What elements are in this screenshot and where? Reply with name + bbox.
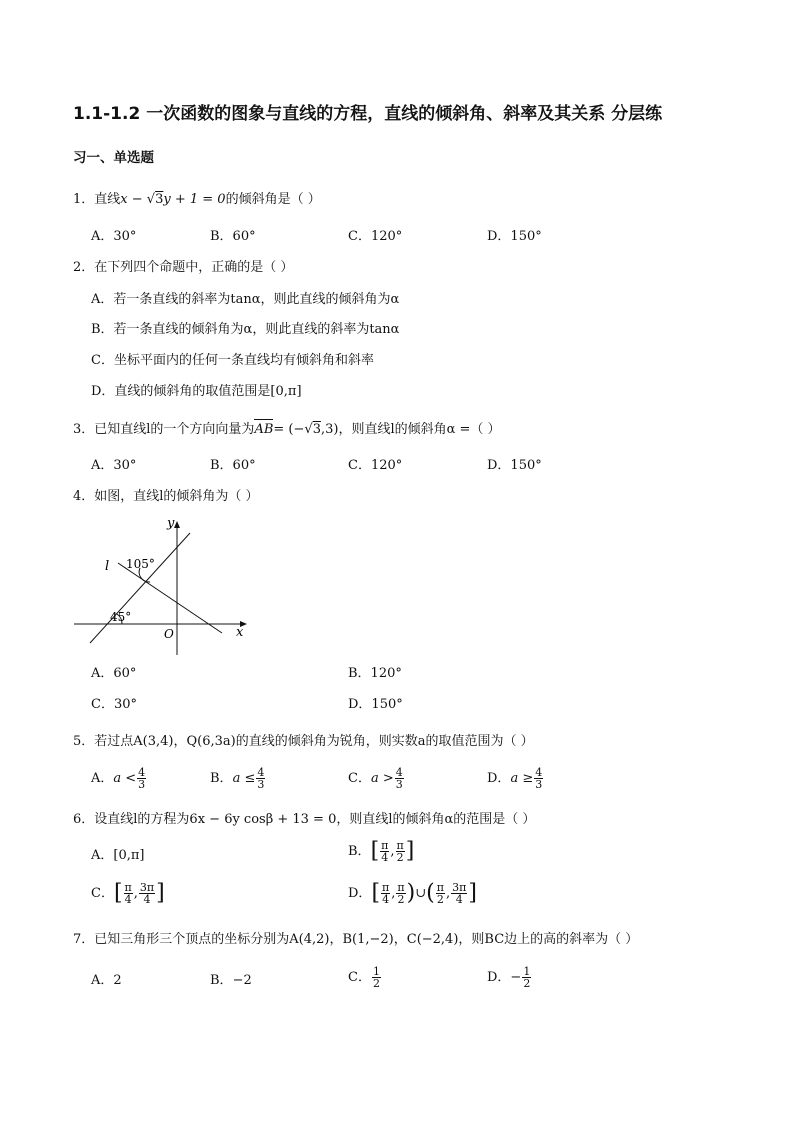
fraction: $\frac{4}{3}$	[257, 766, 265, 791]
label-o: O	[164, 627, 174, 641]
q6-option-a[interactable]: A．[0,π]	[91, 848, 145, 863]
q4-figure	[70, 515, 255, 657]
q5-option-b[interactable]: B．a ≤ $\frac{4}{3}$	[210, 766, 265, 791]
label-angle-105: 105°	[126, 557, 155, 571]
q3-option-c[interactable]: C．120°	[348, 458, 403, 473]
question-6-stem: 6．设直线l的方程为6x − 6y cosβ + 13 = 0，则直线l的倾斜角α的范围是（ ）	[73, 812, 536, 827]
q7-option-a[interactable]: A．2	[91, 973, 122, 988]
q1-option-c[interactable]: C．120°	[348, 229, 403, 244]
y-axis-arrow	[174, 521, 180, 528]
vector-ab: AB	[254, 422, 274, 437]
fraction: $\frac{4}{3}$	[395, 766, 403, 791]
q5-option-d[interactable]: D．a ≥ $\frac{4}{3}$	[487, 766, 543, 791]
q4-option-d[interactable]: D．150°	[348, 697, 403, 712]
question-4-stem: 4．如图，直线l的倾斜角为（ ）	[73, 489, 259, 504]
q2-option-a[interactable]: A．若一条直线的斜率为tanα，则此直线的倾斜角为α	[91, 292, 400, 307]
q7-option-c[interactable]: C． $\frac{1}{2}$	[348, 965, 380, 990]
q2-option-b[interactable]: B．若一条直线的倾斜角为α，则此直线的斜率为tanα	[91, 322, 400, 337]
label-x: x	[236, 625, 244, 640]
label-y: y	[167, 516, 175, 531]
q1-option-d[interactable]: D．150°	[487, 229, 542, 244]
q4-option-b[interactable]: B．120°	[348, 666, 402, 681]
q3-option-a[interactable]: A．30°	[91, 458, 137, 473]
q6-option-d[interactable]: D．[ $\frac{\pi}{4}$ , $\frac{\pi}{2}$ )∪( $\frac{\pi}{2}$ , $\frac{3\pi}{4}$ ]	[348, 880, 477, 906]
q2-option-d[interactable]: D．直线的倾斜角的取值范围是[0,π]	[91, 384, 302, 399]
fraction: $\frac{4}{3}$	[138, 766, 146, 791]
question-2-stem: 2．在下列四个命题中，正确的是（ ）	[73, 260, 294, 275]
fraction: $\frac{1}{2}$	[372, 965, 380, 990]
question-5-stem: 5．若过点A(3,4)，Q(6,3a)的直线的倾斜角为锐角，则实数a的取值范围为（ ）	[73, 734, 534, 749]
q3-option-b[interactable]: B．60°	[210, 458, 256, 473]
label-l: l	[105, 559, 110, 574]
section-heading: 习一、单选题	[73, 150, 154, 166]
q5-option-c[interactable]: C．a > $\frac{4}{3}$	[348, 766, 403, 791]
question-3-stem: 3．已知直线l的一个方向向量为AB= (−√3,3)，则直线l的倾斜角α =（ ）	[73, 422, 501, 437]
q1-option-a[interactable]: A．30°	[91, 229, 137, 244]
q2-option-c[interactable]: C．坐标平面内的任何一条直线均有倾斜角和斜率	[91, 353, 374, 368]
q3-option-d[interactable]: D．150°	[487, 458, 542, 473]
q4-option-a[interactable]: A．60°	[91, 666, 137, 681]
q7-option-b[interactable]: B．−2	[210, 973, 252, 988]
line-l	[118, 563, 222, 633]
line-45	[90, 533, 190, 643]
q7-option-d[interactable]: D．− $\frac{1}{2}$	[487, 965, 531, 990]
q6-option-c[interactable]: C．[ $\frac{\pi}{4}$ , $\frac{3\pi}{4}$ ]	[91, 880, 165, 906]
q4-option-c[interactable]: C．30°	[91, 697, 137, 712]
q1-option-b[interactable]: B．60°	[210, 229, 256, 244]
q5-option-a[interactable]: A．a < $\frac{4}{3}$	[91, 766, 146, 791]
q6-option-b[interactable]: B．[ $\frac{\pi}{4}$ , $\frac{\pi}{2}$ ]	[348, 838, 415, 864]
question-1-stem: 1．直线x − √3y + 1 = 0的倾斜角是（ ）	[73, 192, 321, 207]
question-7-stem: 7．已知三角形三个顶点的坐标分别为A(4,2)，B(1,−2)，C(−2,4)，则BC边上的高的斜率为（ ）	[73, 932, 639, 947]
fraction: $\frac{4}{3}$	[535, 766, 543, 791]
label-angle-45: 45°	[110, 610, 132, 624]
fraction: $\frac{1}{2}$	[523, 965, 531, 990]
worksheet-title: 1.1-1.2 一次函数的图象与直线的方程，直线的倾斜角、斜率及其关系 分层练	[73, 104, 663, 124]
